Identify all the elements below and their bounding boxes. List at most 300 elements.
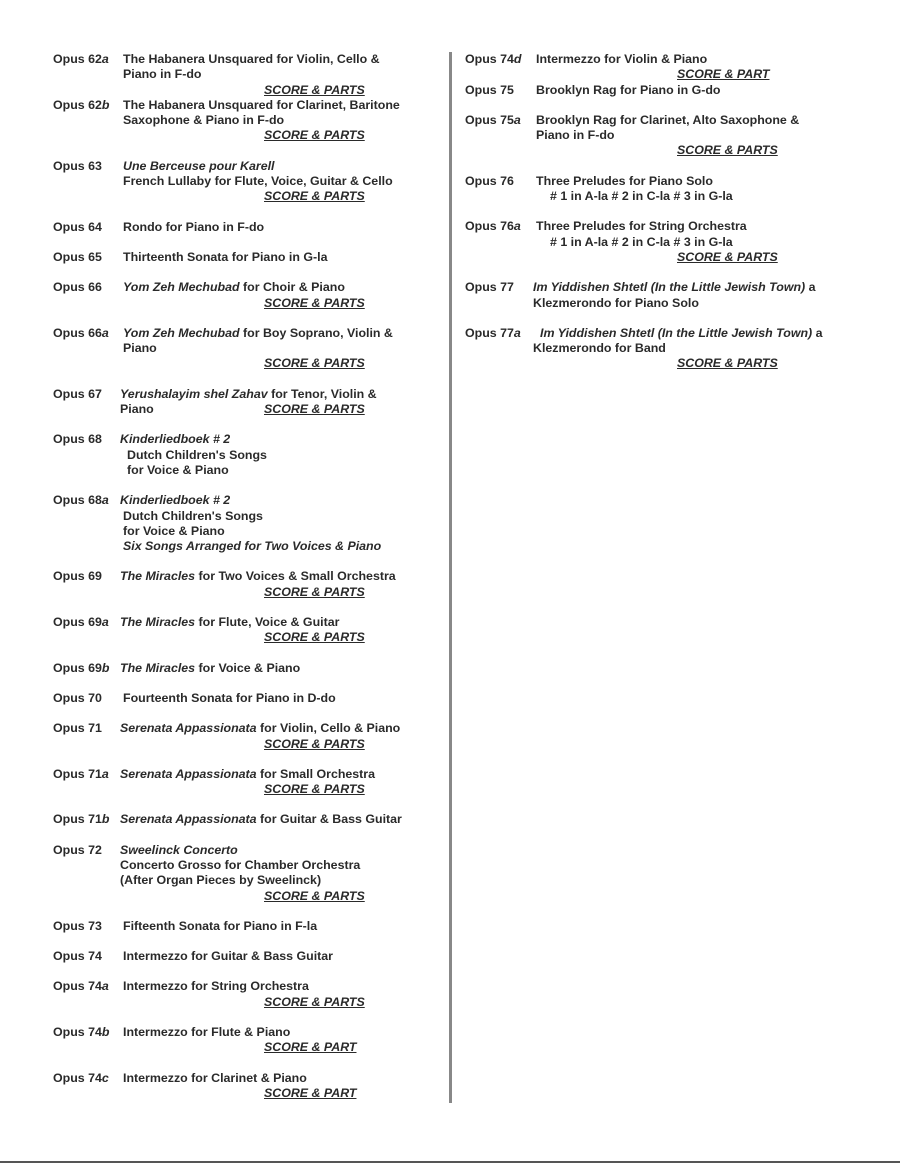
description-text: for Small Orchestra — [256, 766, 376, 781]
score-parts-link[interactable]: SCORE & PARTS — [264, 295, 365, 310]
opus-entry — [465, 280, 885, 311]
entry-line — [465, 52, 885, 67]
description-text: Three Preludes for String Orchestra — [536, 219, 747, 234]
opus-label: Opus 77 — [465, 325, 514, 340]
description-text: Intermezzo for Flute & Piano — [123, 1025, 291, 1040]
opus-label: Opus 65 — [53, 249, 102, 264]
description-text: for Guitar & Bass Guitar — [256, 812, 402, 827]
entry-text — [536, 52, 707, 67]
entry-line — [53, 1040, 438, 1055]
entry-line — [53, 569, 438, 584]
description-text: Piano — [123, 341, 157, 356]
entry-line — [53, 721, 438, 736]
entry-line — [53, 463, 438, 478]
opus-number — [465, 83, 514, 98]
entry-text — [533, 341, 666, 356]
opus-entry — [53, 250, 438, 265]
description-text: French Lullaby for Flute, Voice, Guitar & Cello — [123, 174, 393, 189]
entry-text — [677, 356, 778, 371]
score-parts-link[interactable]: SCORE & PARTS — [677, 249, 778, 264]
entry-line — [53, 615, 438, 630]
entry-line — [53, 691, 438, 706]
opus-number — [465, 280, 514, 295]
entry-text — [123, 67, 201, 82]
work-title: Yerushalayim shel Zahav — [120, 386, 268, 401]
work-title: Im Yiddishen Shtetl (In the Little Jewish Town) — [533, 280, 806, 295]
work-title: Yom Zeh Mechubad — [123, 280, 240, 295]
entry-text — [540, 326, 823, 341]
entry-text — [123, 979, 309, 994]
entry-line — [465, 83, 885, 98]
entry-text — [120, 661, 300, 676]
opus-number — [53, 493, 109, 508]
entry-text — [533, 280, 816, 295]
opus-label: Opus 68 — [53, 432, 102, 447]
entry-line — [53, 128, 438, 143]
opus-number — [53, 661, 109, 676]
entry-line — [53, 493, 438, 508]
entry-line — [53, 67, 438, 82]
right-column — [465, 52, 885, 372]
opus-label: Opus 73 — [53, 918, 102, 933]
entry-text — [533, 296, 699, 311]
description-text: Thirteenth Sonata for Piano in G-la — [123, 249, 328, 264]
opus-suffix: a — [101, 979, 109, 994]
entry-text — [123, 113, 284, 128]
entry-line — [465, 235, 885, 250]
entry-line — [53, 949, 438, 964]
opus-label: Opus 71 — [53, 766, 102, 781]
description-text: for Choir & Piano — [239, 280, 345, 295]
opus-label: Opus 70 — [53, 690, 102, 705]
opus-number — [53, 569, 102, 584]
opus-number — [465, 326, 521, 341]
description-text: Klezmerondo for Band — [533, 341, 666, 356]
description-text: # 1 in A-la # 2 in C-la # 3 in G-la — [550, 189, 733, 204]
entry-line — [465, 341, 885, 356]
entry-text — [123, 949, 333, 964]
opus-suffix: a — [101, 766, 109, 781]
entry-line — [53, 52, 438, 67]
entry-text — [550, 189, 733, 204]
page-bottom-rule — [0, 1161, 900, 1163]
opus-label: Opus 75 — [465, 112, 514, 127]
opus-suffix: b — [101, 812, 110, 827]
opus-label: Opus 62 — [53, 52, 102, 66]
entry-text — [123, 341, 157, 356]
entry-text — [264, 1086, 356, 1101]
opus-entry — [53, 843, 438, 904]
entry-text — [123, 524, 225, 539]
opus-number — [53, 387, 102, 402]
opus-entry — [53, 721, 438, 752]
score-parts-link[interactable]: SCORE & PARTS — [264, 736, 365, 751]
opus-entry — [53, 98, 438, 144]
description-text: Saxophone & Piano in F-do — [123, 113, 285, 128]
opus-entry — [53, 949, 438, 964]
entry-text — [120, 569, 396, 584]
entry-line — [465, 189, 885, 204]
opus-suffix: a — [513, 112, 521, 127]
entry-line — [53, 919, 438, 934]
opus-entry — [53, 661, 438, 676]
score-parts-link[interactable]: SCORE & PART — [677, 67, 770, 82]
score-parts-link[interactable]: SCORE & PARTS — [264, 128, 365, 143]
entry-text — [123, 326, 393, 341]
entry-line — [53, 782, 438, 797]
description-text: Klezmerondo for Piano Solo — [533, 295, 699, 310]
entry-line — [53, 995, 438, 1010]
description-text: Brooklyn Rag for Piano in G-do — [536, 82, 721, 97]
opus-entry — [53, 159, 438, 205]
opus-label: Opus 71 — [53, 721, 102, 736]
opus-label: Opus 76 — [465, 173, 514, 188]
entry-line — [53, 174, 438, 189]
entry-line — [53, 889, 438, 904]
entry-line — [53, 159, 438, 174]
opus-number — [53, 691, 102, 706]
entry-line — [53, 858, 438, 873]
opus-number — [53, 98, 109, 113]
work-title: The Miracles — [120, 660, 196, 675]
entry-line — [53, 432, 438, 447]
opus-entry — [53, 326, 438, 372]
opus-number — [53, 843, 102, 858]
opus-number — [53, 280, 102, 295]
entry-text — [264, 83, 365, 98]
opus-label: Opus 77 — [465, 280, 514, 295]
opus-suffix: b — [101, 660, 110, 675]
score-parts-link[interactable]: SCORE & PARTS — [677, 143, 778, 158]
entry-line — [53, 661, 438, 676]
work-title: Yom Zeh Mechubad — [123, 325, 240, 340]
work-title: Kinderliedboek # 2 — [120, 432, 231, 447]
opus-label: Opus 74 — [53, 949, 102, 964]
opus-entry — [53, 220, 438, 235]
entry-text — [264, 630, 365, 645]
description-text: Three Preludes for Piano Solo — [536, 173, 713, 188]
description-text: for Violin, Cello & Piano — [256, 721, 401, 736]
opus-entry — [53, 979, 438, 1010]
opus-entry — [53, 387, 438, 418]
opus-label: Opus 62 — [53, 97, 102, 112]
description-text: for Voice & Piano — [123, 523, 225, 538]
opus-entry — [53, 1025, 438, 1056]
opus-entry — [465, 52, 885, 83]
entry-text — [123, 691, 336, 706]
description-text: Brooklyn Rag for Clarinet, Alto Saxophone & — [536, 112, 800, 127]
entry-text — [123, 509, 263, 524]
entry-line — [53, 539, 438, 554]
opus-suffix: b — [101, 1025, 110, 1040]
description-text: Intermezzo for Violin & Piano — [536, 52, 708, 66]
opus-label: Opus 74 — [53, 1070, 102, 1085]
description-text: Piano in F-do — [123, 67, 202, 82]
work-title: Six Songs Arranged for Two Voices & Piano — [123, 539, 382, 554]
entry-text — [123, 250, 327, 265]
opus-number — [53, 812, 109, 827]
entry-text — [264, 1040, 356, 1055]
opus-entry — [53, 569, 438, 600]
score-parts-link[interactable]: SCORE & PART — [264, 1040, 357, 1055]
description-text: for Two Voices & Small Orchestra — [195, 569, 396, 584]
entry-text — [120, 873, 321, 888]
entry-text — [123, 220, 264, 235]
entry-text — [123, 919, 317, 934]
entry-line — [53, 250, 438, 265]
entry-text — [536, 128, 614, 143]
entry-text — [127, 463, 229, 478]
opus-entry — [53, 52, 438, 98]
entry-text — [536, 83, 721, 98]
opus-number — [53, 767, 109, 782]
opus-number — [53, 919, 102, 934]
entry-line — [53, 1025, 438, 1040]
opus-number — [53, 432, 102, 447]
entry-text — [127, 448, 267, 463]
score-parts-link[interactable]: SCORE & PARTS — [264, 888, 365, 903]
opus-number — [53, 721, 102, 736]
entry-line — [53, 296, 438, 311]
entry-line — [53, 326, 438, 341]
entry-line — [53, 387, 438, 402]
opus-label: Opus 66 — [53, 325, 102, 340]
opus-label: Opus 66 — [53, 280, 102, 295]
entry-text — [536, 113, 799, 128]
column-divider — [449, 52, 452, 1103]
opus-label: Opus 74 — [53, 1025, 102, 1040]
opus-label: Opus 64 — [53, 219, 102, 234]
entry-text — [120, 843, 238, 858]
entry-text — [677, 250, 778, 265]
opus-suffix: c — [101, 1070, 109, 1085]
opus-entry — [53, 1071, 438, 1102]
opus-suffix: a — [101, 615, 109, 630]
score-parts-link[interactable]: SCORE & PARTS — [264, 994, 365, 1009]
entry-text — [123, 1025, 290, 1040]
work-title: Serenata Appassionata — [120, 812, 257, 827]
entry-text — [123, 159, 275, 174]
opus-entry — [53, 280, 438, 311]
opus-number — [465, 219, 521, 234]
entry-line — [53, 448, 438, 463]
opus-entry — [465, 83, 885, 98]
opus-label: Opus 74 — [53, 979, 102, 994]
opus-label: Opus 67 — [53, 386, 102, 401]
opus-label: Opus 75 — [465, 82, 514, 97]
description-text: # 1 in A-la # 2 in C-la # 3 in G-la — [550, 234, 733, 249]
entry-line — [53, 220, 438, 235]
entry-text — [264, 737, 365, 752]
entry-line — [53, 189, 438, 204]
entry-text — [120, 402, 154, 417]
entry-text — [123, 98, 400, 113]
entry-line — [53, 341, 438, 356]
entry-text — [120, 812, 402, 827]
description-text: Intermezzo for Guitar & Bass Guitar — [123, 949, 333, 964]
entry-line — [53, 585, 438, 600]
description-text: Piano — [120, 402, 154, 417]
description-text: for Flute, Voice & Guitar — [195, 615, 340, 630]
entry-line — [53, 280, 438, 295]
opus-number — [53, 159, 102, 174]
opus-suffix: a — [101, 52, 109, 66]
opus-entry — [465, 219, 885, 265]
work-title: Im Yiddishen Shtetl (In the Little Jewish Town) — [540, 325, 813, 340]
entry-text — [123, 1071, 307, 1086]
score-parts-link[interactable]: SCORE & PART — [264, 1085, 357, 1100]
opus-entry — [465, 326, 885, 372]
entry-text — [123, 280, 345, 295]
opus-label: Opus 74 — [465, 52, 514, 66]
work-title: The Miracles — [120, 615, 196, 630]
opus-suffix: d — [513, 52, 522, 66]
opus-label: Opus 69 — [53, 660, 102, 675]
opus-number — [53, 949, 102, 964]
work-title: Kinderliedboek # 2 — [120, 493, 231, 508]
entry-text — [536, 174, 713, 189]
opus-label: Opus 71 — [53, 812, 102, 827]
opus-entry — [53, 691, 438, 706]
entry-line — [53, 98, 438, 113]
opus-number — [53, 220, 102, 235]
score-parts-link[interactable]: SCORE & PARTS — [264, 82, 365, 97]
entry-line — [465, 67, 885, 82]
description-text: Fifteenth Sonata for Piano in F-la — [123, 918, 318, 933]
score-parts-link[interactable]: SCORE & PARTS — [264, 402, 365, 417]
description-text: a — [812, 325, 823, 340]
opus-label: Opus 63 — [53, 158, 102, 173]
entry-text — [677, 143, 778, 158]
entry-line — [465, 174, 885, 189]
entry-text — [264, 995, 365, 1010]
entry-line — [465, 296, 885, 311]
opus-number — [53, 1025, 109, 1040]
description-text: Fourteenth Sonata for Piano in D-do — [123, 690, 336, 705]
opus-label: Opus 72 — [53, 842, 102, 857]
entry-line — [53, 767, 438, 782]
entry-line — [53, 630, 438, 645]
entry-text — [120, 387, 377, 402]
work-title: Sweelinck Concerto — [120, 842, 238, 857]
opus-entry — [53, 432, 438, 478]
entry-text — [264, 296, 365, 311]
opus-entry — [53, 493, 438, 554]
entry-line — [53, 979, 438, 994]
opus-number — [53, 1071, 109, 1086]
description-text: a — [805, 280, 816, 295]
work-title: Serenata Appassionata — [120, 721, 257, 736]
description-text: Dutch Children's Songs — [127, 447, 267, 462]
entry-text — [120, 858, 360, 873]
entry-line — [53, 356, 438, 371]
entry-text — [264, 585, 365, 600]
description-text: (After Organ Pieces by Sweelinck) — [120, 873, 322, 888]
entry-text — [264, 189, 365, 204]
score-parts-link[interactable]: SCORE & PARTS — [264, 630, 365, 645]
score-parts-link[interactable]: SCORE & PARTS — [677, 356, 778, 371]
entry-text — [120, 767, 375, 782]
entry-text — [677, 67, 769, 82]
entry-text — [120, 615, 339, 630]
entry-line — [53, 843, 438, 858]
work-title: Une Berceuse pour Karell — [123, 158, 275, 173]
entry-line — [465, 356, 885, 371]
entry-text — [123, 539, 381, 554]
opus-entry — [53, 767, 438, 798]
description-text: The Habanera Unsquared for Violin, Cello & — [123, 52, 380, 66]
opus-number — [53, 52, 109, 67]
opus-entry — [53, 615, 438, 646]
description-text: Intermezzo for Clarinet & Piano — [123, 1070, 307, 1085]
description-text: for Boy Soprano, Violin & — [239, 325, 393, 340]
entry-line — [465, 250, 885, 265]
score-parts-link[interactable]: SCORE & PARTS — [264, 782, 365, 797]
opus-entry — [53, 919, 438, 934]
entry-text — [264, 889, 365, 904]
entry-text — [264, 782, 365, 797]
score-parts-link[interactable]: SCORE & PARTS — [264, 356, 365, 371]
opus-entry — [465, 113, 885, 159]
opus-label: Opus 68 — [53, 493, 102, 508]
entry-line — [53, 83, 438, 98]
entry-line — [465, 143, 885, 158]
opus-number — [465, 174, 514, 189]
entry-text — [123, 52, 380, 67]
description-text: Rondo for Piano in F-do — [123, 219, 265, 234]
entry-line — [465, 113, 885, 128]
score-parts-link[interactable]: SCORE & PARTS — [264, 189, 365, 204]
entry-text — [536, 219, 747, 234]
entry-line — [53, 873, 438, 888]
entry-line — [53, 402, 438, 417]
entry-text — [550, 235, 733, 250]
opus-number — [53, 615, 109, 630]
entry-line — [53, 509, 438, 524]
description-text: Dutch Children's Songs — [123, 508, 263, 523]
entry-line — [465, 326, 885, 341]
description-text: The Habanera Unsquared for Clarinet, Baritone — [123, 97, 400, 112]
opus-number — [465, 52, 521, 67]
entry-text — [120, 432, 230, 447]
entry-text — [123, 174, 393, 189]
opus-number — [53, 326, 109, 341]
description-text: Piano in F-do — [536, 128, 615, 143]
entry-text — [120, 493, 230, 508]
description-text: Intermezzo for String Orchestra — [123, 979, 309, 994]
score-parts-link[interactable]: SCORE & PARTS — [264, 584, 365, 599]
opus-suffix: a — [101, 493, 109, 508]
entry-line — [465, 219, 885, 234]
entry-text — [264, 128, 365, 143]
opus-suffix: a — [513, 219, 521, 234]
opus-number — [53, 979, 109, 994]
work-title: The Miracles — [120, 569, 196, 584]
left-column — [53, 52, 438, 1101]
description-text: for Tenor, Violin & — [267, 386, 377, 401]
opus-entry — [465, 174, 885, 205]
entry-line — [53, 1071, 438, 1086]
entry-line — [465, 280, 885, 295]
work-title: Serenata Appassionata — [120, 766, 257, 781]
entry-line — [53, 1086, 438, 1101]
entry-line — [465, 128, 885, 143]
entry-line — [53, 737, 438, 752]
opus-number — [465, 113, 521, 128]
opus-entry — [53, 812, 438, 827]
entry-line — [53, 113, 438, 128]
entry-line — [53, 812, 438, 827]
